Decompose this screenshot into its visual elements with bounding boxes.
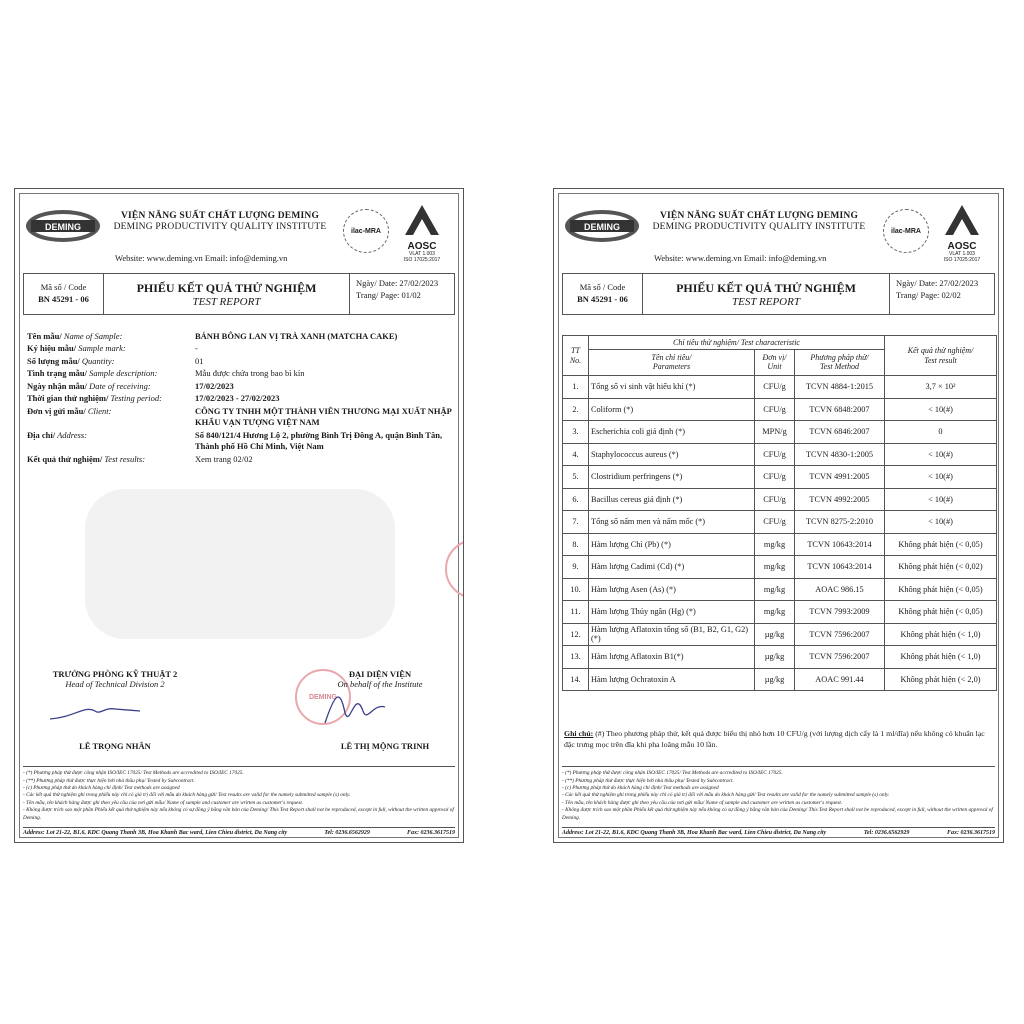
institute-name-vn: VIỆN NĂNG SUẤT CHẤT LƯỢNG DEMING xyxy=(120,211,320,221)
sample-info-row xyxy=(27,368,453,379)
accreditation-badges xyxy=(883,203,991,265)
col-method: Phương pháp thử/ Test Method xyxy=(795,349,885,375)
cell-result: < 10(#) xyxy=(885,466,997,489)
cell-method: AOAC 986.15 xyxy=(795,578,885,601)
sample-info-value: Mẫu được chứa trong bao bì kín xyxy=(195,368,305,379)
institute-name xyxy=(105,211,335,234)
sample-info-key: Địa chỉ/ Address: xyxy=(27,429,87,440)
table-row xyxy=(563,466,997,489)
report-date: Ngày/ Date: 27/02/2023 xyxy=(356,278,439,288)
report-title-vn: PHIẾU KẾT QUẢ THỬ NGHIỆM xyxy=(136,281,317,295)
sample-info-key: Tên mẫu/ Name of Sample: xyxy=(27,331,123,341)
sample-info-key: Đơn vị gửi mẫu/ Client: xyxy=(27,405,112,416)
cell-method: TCVN 4992:2005 xyxy=(795,488,885,511)
cell-unit: mg/kg xyxy=(755,556,795,579)
sample-info-row xyxy=(27,454,453,465)
report-date: Ngày/ Date: 27/02/2023 xyxy=(896,278,979,288)
sample-info xyxy=(27,331,453,466)
sample-info-value: 01 xyxy=(195,355,204,366)
table-row xyxy=(563,601,997,624)
sample-info-key: Ký hiệu mẫu/ Sample mark: xyxy=(27,343,126,354)
cell-parameter: Tổng số vi sinh vật hiếu khí (*) xyxy=(589,376,755,399)
table-row xyxy=(563,623,997,646)
cell-parameter: Hàm lượng Ochratoxin A xyxy=(589,668,755,691)
cell-unit: CFU/g xyxy=(755,376,795,399)
results-table xyxy=(562,335,997,691)
signature-right xyxy=(315,683,395,733)
sample-info-row xyxy=(27,406,453,429)
cell-result: Không phát hiện (< 1,0) xyxy=(885,646,997,669)
sample-info-key: Thời gian thử nghiệm/ Testing period: xyxy=(27,393,162,404)
cell-no: 9. xyxy=(563,556,589,579)
cell-method: TCVN 4830-1:2005 xyxy=(795,443,885,466)
footnote-line: - Không được trích sao một phần Phiếu kết quả thử nghiệm này nếu không có sự đồng ý bằng văn bản của Deming/ This Test Report shall not be reproduced, except in full, without the written approval of Deming. xyxy=(23,807,454,821)
signature-left xyxy=(45,697,145,727)
cell-result: Không phát hiện (< 0,02) xyxy=(885,556,997,579)
sample-info-row xyxy=(27,381,453,392)
cell-unit: mg/kg xyxy=(755,533,795,556)
footer-address: Address: Lot 21-22, B1.6, KDC Quang Thanh 3B, Hoa Khanh Bac ward, Lien Chieu district, Da Nang city Tel: 0236.6562929 Fax: 0236.3617519 xyxy=(562,827,995,836)
cell-method: TCVN 6848:2007 xyxy=(795,398,885,421)
sample-info-key: Ngày nhận mẫu/ Date of receiving: xyxy=(27,380,151,391)
report-page-number: Trang/ Page: 02/02 xyxy=(896,289,961,300)
cell-unit: CFU/g xyxy=(755,398,795,421)
footnote-line: - Không được trích sao một phần Phiếu kết quả thử nghiệm này nếu không có sự đồng ý bằng văn bản của Deming/ This Test Report shall not be reproduced, except in full, without the written approval of Deming. xyxy=(562,807,993,821)
watermark-logo xyxy=(85,489,395,639)
col-parameter: Tên chỉ tiêu/ Parameters xyxy=(589,349,755,375)
cell-no: 1. xyxy=(563,376,589,399)
cell-method: TCVN 10643:2014 xyxy=(795,533,885,556)
cell-parameter: Hàm lượng Cadimi (Cd) (*) xyxy=(589,556,755,579)
signer-right-title: ĐẠI DIỆN VIỆN xyxy=(348,669,412,679)
cell-unit: CFU/g xyxy=(755,466,795,489)
cell-no: 14. xyxy=(563,668,589,691)
cell-parameter: Clostridium perfringens (*) xyxy=(589,466,755,489)
institute-stamp: DEMING xyxy=(295,669,351,725)
sample-info-value: BÁNH BÔNG LAN VỊ TRÀ XANH (MATCHA CAKE) xyxy=(195,331,398,341)
cell-method: TCVN 7993:2009 xyxy=(795,601,885,624)
table-row xyxy=(563,533,997,556)
cell-parameter: Tổng số nấm men và nấm mốc (*) xyxy=(589,511,755,534)
cell-result: < 10(#) xyxy=(885,443,997,466)
cell-parameter: Coliform (*) xyxy=(589,398,755,421)
cell-result: < 10(#) xyxy=(885,511,997,534)
cell-method: TCVN 10643:2014 xyxy=(795,556,885,579)
table-row xyxy=(563,668,997,691)
cell-result: Không phát hiện (< 0,05) xyxy=(885,533,997,556)
sample-info-value: Xem trang 02/02 xyxy=(195,453,253,464)
signer-right-name: LÊ THỊ MỘNG TRINH xyxy=(340,741,430,751)
logo-text: DEMING xyxy=(584,222,620,232)
cell-unit: MPN/g xyxy=(755,421,795,444)
sample-info-row xyxy=(27,356,453,367)
cell-unit: µg/kg xyxy=(755,646,795,669)
cell-result: < 10(#) xyxy=(885,488,997,511)
report-page-1 xyxy=(14,188,464,843)
sample-info-row xyxy=(27,343,453,354)
cell-no: 7. xyxy=(563,511,589,534)
report-header-box xyxy=(23,273,455,315)
footnote-line: - (*) Phương pháp thử được công nhận ISO/IEC 17025/ Test Methods are accredited to ISO/IEC 17025. xyxy=(562,770,783,777)
cell-unit: µg/kg xyxy=(755,623,795,646)
cell-result: Không phát hiện (< 0,05) xyxy=(885,601,997,624)
cell-no: 12. xyxy=(563,623,589,646)
cell-parameter: Hàm lượng Asen (As) (*) xyxy=(589,578,755,601)
footnotes xyxy=(23,766,455,822)
cell-no: 10. xyxy=(563,578,589,601)
cell-parameter: Hàm lượng Aflatoxin B1(*) xyxy=(589,646,755,669)
aosc-badge: AOSC VLAT 1.003 ISO 17025:2017 xyxy=(933,203,991,265)
cell-method: TCVN 4991:2005 xyxy=(795,466,885,489)
cell-no: 11. xyxy=(563,601,589,624)
footnotes xyxy=(562,766,995,822)
cell-parameter: Hàm lượng Aflatoxin tổng số (B1, B2, G1, G2)(*) xyxy=(589,623,755,646)
table-row xyxy=(563,421,997,444)
sample-info-key: Kết quả thử nghiệm/ Test results: xyxy=(27,453,146,464)
cell-parameter: Bacillus cereus giả định (*) xyxy=(589,488,755,511)
sample-info-value: CÔNG TY TNHH MỘT THÀNH VIÊN THƯƠNG MẠI XUẤT NHẬP KHẨU VẠN TƯỢNG VIỆT NAM xyxy=(195,405,452,428)
footnote-line: - Các kết quả thử nghiệm ghi trong phiếu này chỉ có giá trị đối với mẫu do khách hàng gửi/ Test results are valid for the namely submitted sample (s) only. xyxy=(23,792,351,799)
institute-name xyxy=(644,211,874,234)
footnote-line: - (*) Phương pháp thử được công nhận ISO/IEC 17025/ Test Methods are accredited to ISO/IEC 17025. xyxy=(23,770,244,777)
cell-unit: CFU/g xyxy=(755,488,795,511)
aosc-icon xyxy=(941,203,983,237)
website-email: Website: www.deming.vn Email: info@deming.vn xyxy=(654,253,827,263)
ilac-mra-badge: ilac-MRA xyxy=(883,209,929,253)
cell-parameter: Escherichia coli giả định (*) xyxy=(589,421,755,444)
sample-info-row xyxy=(27,430,453,453)
footnote-line: - Tên mẫu, tên khách hàng được ghi theo yêu cầu của nơi gửi mẫu/ Name of sample and customer are written as customer's request. xyxy=(562,799,843,806)
sample-info-row xyxy=(27,393,453,404)
cell-result: Không phát hiện (< 0,05) xyxy=(885,578,997,601)
cell-parameter: Hàm lượng Chì (Pb) (*) xyxy=(589,533,755,556)
sample-info-key: Số lượng mẫu/ Quantity: xyxy=(27,355,115,366)
cell-method: TCVN 4884-1:2015 xyxy=(795,376,885,399)
col-group-characteristic: Chỉ tiêu thử nghiệm/ Test characteristic xyxy=(589,336,885,350)
col-no: TT No. xyxy=(563,336,589,376)
report-title-vn: PHIẾU KẾT QUẢ THỬ NGHIỆM xyxy=(676,281,856,295)
table-row xyxy=(563,646,997,669)
code-label: Mã số / Code xyxy=(40,282,87,292)
cell-method: TCVN 8275-2:2010 xyxy=(795,511,885,534)
footnote-line: - (**) Phương pháp thử được thực hiện bởi nhà thầu phụ/ Tested by Subcontract. xyxy=(562,777,734,784)
cell-parameter: Staphylococcus aureus (*) xyxy=(589,443,755,466)
table-row xyxy=(563,511,997,534)
cell-unit: CFU/g xyxy=(755,511,795,534)
signer-left-title-en: Head of Technical Division 2 xyxy=(65,679,165,689)
table-row xyxy=(563,398,997,421)
cell-no: 13. xyxy=(563,646,589,669)
signer-left xyxy=(35,669,195,689)
cell-method: TCVN 6846:2007 xyxy=(795,421,885,444)
logo-text: DEMING xyxy=(45,222,81,232)
cell-result: 3,7 × 10² xyxy=(885,376,997,399)
cell-method: AOAC 991.44 xyxy=(795,668,885,691)
cell-unit: mg/kg xyxy=(755,578,795,601)
cell-no: 5. xyxy=(563,466,589,489)
cell-no: 3. xyxy=(563,421,589,444)
deming-logo xyxy=(25,209,101,243)
aosc-icon xyxy=(401,203,443,237)
cell-unit: µg/kg xyxy=(755,668,795,691)
institute-name-vn: VIỆN NĂNG SUẤT CHẤT LƯỢNG DEMING xyxy=(659,211,859,221)
institute-name-en: DEMING PRODUCTIVITY QUALITY INSTITUTE xyxy=(652,222,866,233)
sample-info-value: Số 840/121/4 Hương Lộ 2, phường Bình Trị Đông A, quận Bình Tân, Thành phố Hồ Chí Minh, Việt Nam xyxy=(195,429,443,452)
table-row xyxy=(563,578,997,601)
cell-method: TCVN 7596:2007 xyxy=(795,646,885,669)
table-row xyxy=(563,488,997,511)
signer-left-name: LÊ TRỌNG NHÂN xyxy=(79,741,151,751)
cell-unit: CFU/g xyxy=(755,443,795,466)
cell-parameter: Hàm lượng Thủy ngân (Hg) (*) xyxy=(589,601,755,624)
institute-name-en: DEMING PRODUCTIVITY QUALITY INSTITUTE xyxy=(113,222,327,233)
signer-right-title-en: On behalf of the Institute xyxy=(337,679,423,689)
note: Ghi chú: (#) Theo phương pháp thử, kết quả được biểu thị nhỏ hơn 10 CFU/g (với lượng dịch cấy là 1 ml/đĩa) nếu không có khuẩn lạc đặc trưng mọc trên đĩa khi pha loãng mẫu 10 lần. xyxy=(564,729,985,749)
deming-logo xyxy=(564,209,640,243)
cell-no: 8. xyxy=(563,533,589,556)
report-code: BN 45291 - 06 xyxy=(577,293,628,304)
cell-result: Không phát hiện (< 1,0) xyxy=(885,623,997,646)
cell-no: 6. xyxy=(563,488,589,511)
cell-no: 2. xyxy=(563,398,589,421)
sample-info-value: 17/02/2023 - 27/02/2023 xyxy=(195,393,280,404)
ilac-mra-badge: ilac-MRA xyxy=(343,209,389,253)
sample-info-row xyxy=(27,331,453,342)
cell-result: Không phát hiện (< 2,0) xyxy=(885,668,997,691)
footnote-line: - (c) Phương pháp thử do khách hàng chỉ định/ Test methods are assigned xyxy=(562,784,719,791)
cell-no: 4. xyxy=(563,443,589,466)
footnote-line: - (c) Phương pháp thử do khách hàng chỉ định/ Test methods are assigned xyxy=(23,784,180,791)
report-title-en: TEST REPORT xyxy=(192,296,261,308)
cell-unit: mg/kg xyxy=(755,601,795,624)
report-page-number: Trang/ Page: 01/02 xyxy=(356,289,421,300)
report-page-2 xyxy=(553,188,1004,843)
footer-address: Address: Lot 21-22, B1.6, KDC Quang Thanh 3B, Hoa Khanh Bac ward, Lien Chieu district, Da Nang city Tel: 0236.6562929 Fax: 0236.3617519 xyxy=(23,827,455,836)
footnote-line: - Tên mẫu, tên khách hàng được ghi theo yêu cầu của nơi gửi mẫu/ Name of sample and customer are written as customer's request. xyxy=(23,799,304,806)
code-label: Mã số / Code xyxy=(579,282,626,292)
cell-result: < 10(#) xyxy=(885,398,997,421)
table-row xyxy=(563,443,997,466)
footnote-line: - Các kết quả thử nghiệm ghi trong phiếu này chỉ có giá trị đối với mẫu do khách hàng gửi/ Test results are valid for the namely submitted sample (s) only. xyxy=(562,792,890,799)
sample-info-value: 17/02/2023 xyxy=(195,380,234,391)
website-email: Website: www.deming.vn Email: info@deming.vn xyxy=(115,253,288,263)
accreditation-badges xyxy=(343,203,451,265)
cell-method: TCVN 7596:2007 xyxy=(795,623,885,646)
report-header-box xyxy=(562,273,995,315)
col-result: Kết quả thử nghiệm/ Test result xyxy=(885,336,997,376)
table-row xyxy=(563,376,997,399)
sample-info-value: - xyxy=(195,343,198,354)
report-title-en: TEST REPORT xyxy=(732,296,800,308)
col-unit: Đơn vị/ Unit xyxy=(755,349,795,375)
table-row xyxy=(563,556,997,579)
cell-result: 0 xyxy=(885,421,997,444)
aosc-badge: AOSC VLAT 1.003 ISO 17025:2017 xyxy=(393,203,451,265)
footnote-line: - (**) Phương pháp thử được thực hiện bởi nhà thầu phụ/ Tested by Subcontract. xyxy=(23,777,195,784)
signer-left-title: TRƯỞNG PHÒNG KỸ THUẬT 2 xyxy=(52,669,178,679)
sample-info-key: Tình trạng mẫu/ Sample description: xyxy=(27,368,158,379)
report-code: BN 45291 - 06 xyxy=(38,293,89,304)
